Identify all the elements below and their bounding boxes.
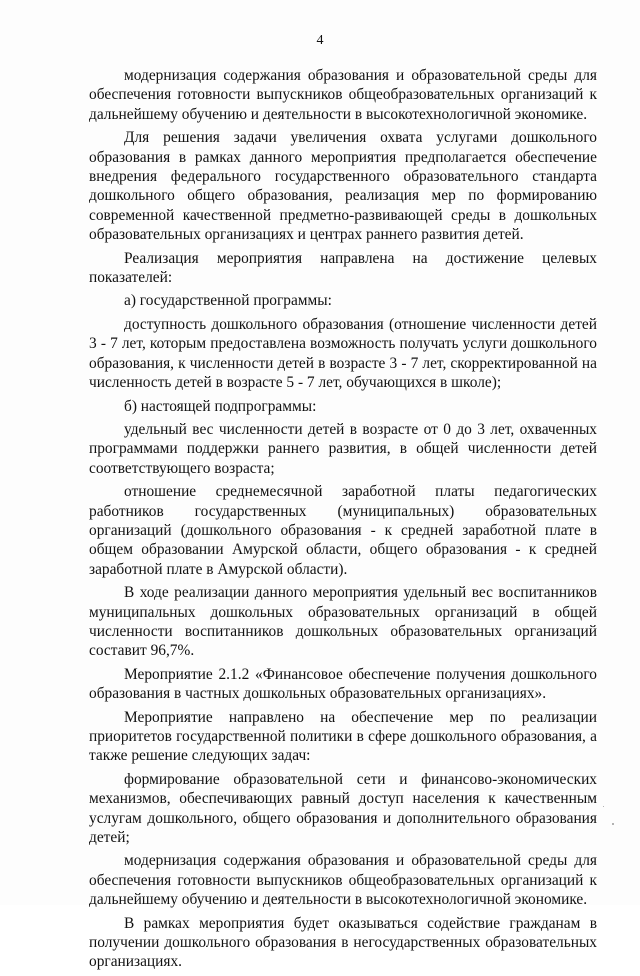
paragraph-share-result: В ходе реализации данного мероприятия удельный вес воспитанников муниципальных дошкольных образовательных организаций в общей численности воспитанников дошкольных образовательных организаций составит 96,7%. bbox=[89, 584, 597, 660]
scan-speck bbox=[612, 823, 614, 825]
paragraph-salary-ratio: отношение среднемесячной заработной платы педагогических работников государственных (муниципальных) образовательных организаций (дошкольного образования - к средней заработной плате в общем образовании Амурской области, общего образования - к средней заработной плате в Амурской области). bbox=[89, 483, 597, 578]
paragraph-coverage-task: Для решения задачи увеличения охвата услугами дошкольного образования в рамках данного мероприятия предполагается обеспечение внедрения федерального государственного образовательного стандарта дошкольного общего образования, реализация мер по формированию современной качественной предметно-развивающей среды в дошкольных образовательных организациях и центрах раннего развития детей. bbox=[89, 129, 597, 244]
scan-speck bbox=[603, 806, 604, 807]
page-number: 4 bbox=[316, 33, 324, 48]
paragraph-modernization: модернизация содержания образования и образовательной среды для обеспечения готовности выпускников общеобразовательных организаций к дальнейшему обучению и деятельности в высокотехнологичной экономике. bbox=[89, 67, 597, 123]
paragraph-measure-aim: Мероприятие направлено на обеспечение мер по реализации приоритетов государственной политики в сфере дошкольного образования, а также решение следующих задач: bbox=[89, 708, 597, 765]
paragraph-target-indicators: Реализация мероприятия направлена на достижение целевых показателей: bbox=[89, 249, 597, 287]
paragraph-early-development: удельный вес численности детей в возрасте от 0 до 3 лет, охваченных программами поддержки раннего развития, в общей численности детей соответствующего возраста; bbox=[89, 420, 597, 477]
paragraph-network-formation: формирование образовательной сети и финансово-экономических механизмов, обеспечивающих равный доступ населения к качественным услугам дошкольного, общего образования и дополнительного образования детей; bbox=[89, 770, 597, 847]
body-text bbox=[89, 66, 597, 976]
paragraph-modernization-repeat: модернизация содержания образования и образовательной среды для обеспечения готовности выпускников общеобразовательных организаций к дальнейшему обучению и деятельности в высокотехнологичной экономике. bbox=[89, 852, 597, 909]
paragraph-availability: доступность дошкольного образования (отношение численности детей 3 - 7 лет, которым предоставлена возможность получать услуги дошкольного образования, к численности детей в возрасте 3 - 7 лет, скорректированной на численность детей в возрасте 5 - 7 лет, обучающихся в школе); bbox=[89, 315, 597, 392]
paragraph-item-a: а) государственной программы: bbox=[124, 292, 332, 310]
paragraph-assistance: В рамках мероприятия будет оказываться содействие гражданам в получении дошкольного образования в негосударственных образовательных организациях. bbox=[89, 914, 597, 971]
paragraph-item-b: б) настоящей подпрограммы: bbox=[124, 397, 317, 415]
paragraph-measure-2-1-2: Мероприятие 2.1.2 «Финансовое обеспечение получения дошкольного образования в частных дошкольных образовательных организациях». bbox=[89, 665, 597, 703]
